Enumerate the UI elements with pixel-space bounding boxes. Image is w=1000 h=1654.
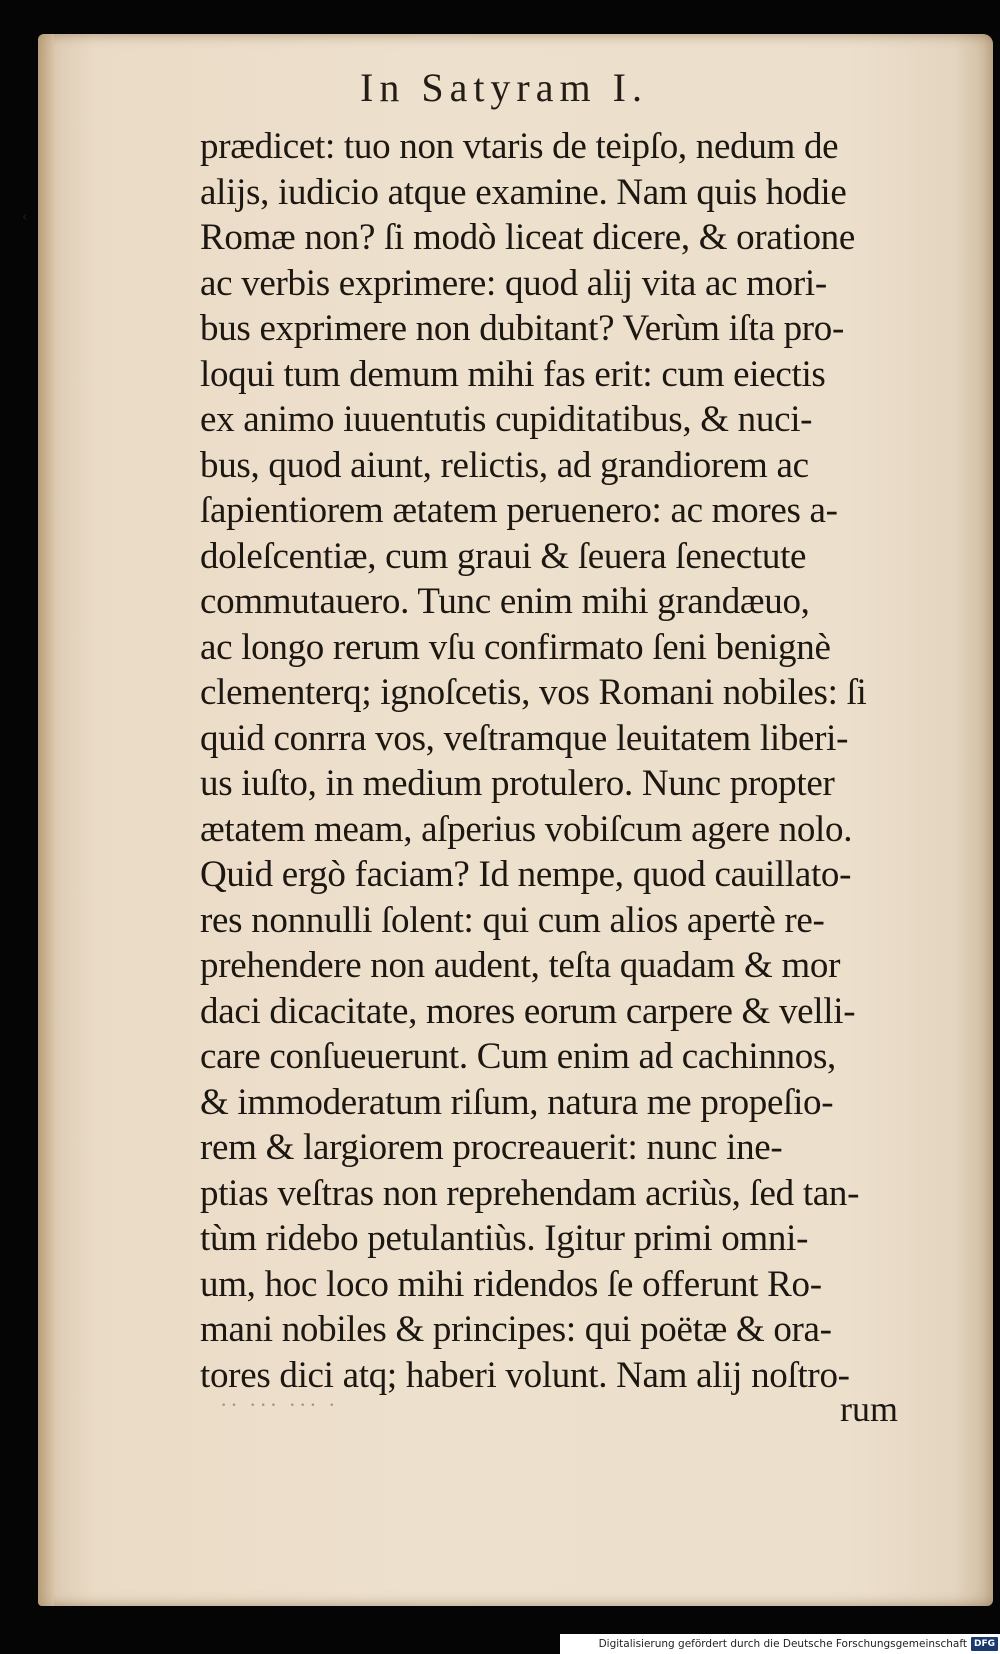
text-line: rem & largiorem procreauerit: nunc ine-	[200, 1127, 783, 1168]
text-line: Quid ergò faciam? Id nempe, quod cauillato-	[200, 854, 852, 895]
text-line: commutauero. Tunc enim mihi grandæuo,	[200, 581, 810, 622]
digitization-footer	[560, 1634, 1000, 1654]
text-line: & immoderatum riſum, natura me propeſio-	[200, 1081, 834, 1123]
text-line: um, hoc loco mihi ridendos ſe offerunt Ro-	[200, 1263, 822, 1305]
text-line: prædicet: tuo non vtaris de teipſo, nedum de	[200, 126, 839, 167]
text-line: bus exprimere non dubitant? Verùm iſta pro-	[200, 308, 845, 349]
text-line: Romæ non? ſi modò liceat dicere, & oratione	[200, 217, 855, 258]
text-line: mani nobiles & principes: qui poëtæ & ora-	[200, 1309, 832, 1350]
text-line: ſapientiorem ætatem peruenero: ac mores a-	[200, 490, 838, 531]
running-head: In Satyram I.	[360, 65, 648, 110]
text-line: loqui tum demum mihi fas erit: cum eiectis	[200, 353, 826, 395]
text-line: alijs, iudicio atque examine. Nam quis hodie	[200, 171, 847, 213]
text-line: ætatem meam, aſperius vobiſcum agere nolo.	[200, 808, 853, 850]
catchword: rum	[840, 1389, 898, 1429]
text-line: ex animo iuuentutis cupiditatibus, & nuci-	[200, 399, 813, 440]
text-line: tores dici atq; haberi volunt. Nam alij noſtro-	[200, 1354, 850, 1396]
dfg-logo: DFG	[971, 1637, 998, 1651]
text-line: tùm ridebo petulantiùs. Igitur primi omni-	[200, 1218, 809, 1259]
body-text	[200, 124, 945, 1398]
text-line: clementerq; ignoſcetis, vos Romani nobiles: ſi	[200, 672, 867, 713]
text-line: quid conrra vos, veſtramque leuitatem liberi-	[200, 717, 849, 759]
text-line: ac longo rerum vſu confirmato ſeni benignè	[200, 626, 831, 668]
faded-bleedthrough: ·· ··· ··· ·	[220, 1392, 339, 1417]
text-line: doleſcentiæ, cum graui & ſeuera ſenectute	[200, 535, 807, 577]
text-line: us iuſto, in medium protulero. Nunc propter	[200, 763, 835, 804]
text-line: bus, quod aiunt, relictis, ad grandiorem ac	[200, 444, 809, 486]
text-line: res nonnulli ſolent: qui cum alios apertè re-	[200, 899, 825, 941]
margin-mark: ‹	[22, 209, 28, 225]
text-line: daci dicacitate, mores eorum carpere & velli-	[200, 990, 856, 1032]
page-gutter-shadow	[38, 34, 54, 1606]
text-line: prehendere non audent, teſta quadam & mor	[200, 945, 841, 986]
text-line: care conſueuerunt. Cum enim ad cachinnos,	[200, 1036, 836, 1077]
text-line: ac verbis exprimere: quod alij vita ac mori-	[200, 262, 827, 304]
footer-credit: Digitalisierung gefördert durch die Deutsche Forschungsgemeinschaft	[598, 1638, 967, 1650]
text-line: ptias veſtras non reprehendam acriùs, ſed tan-	[200, 1172, 860, 1214]
